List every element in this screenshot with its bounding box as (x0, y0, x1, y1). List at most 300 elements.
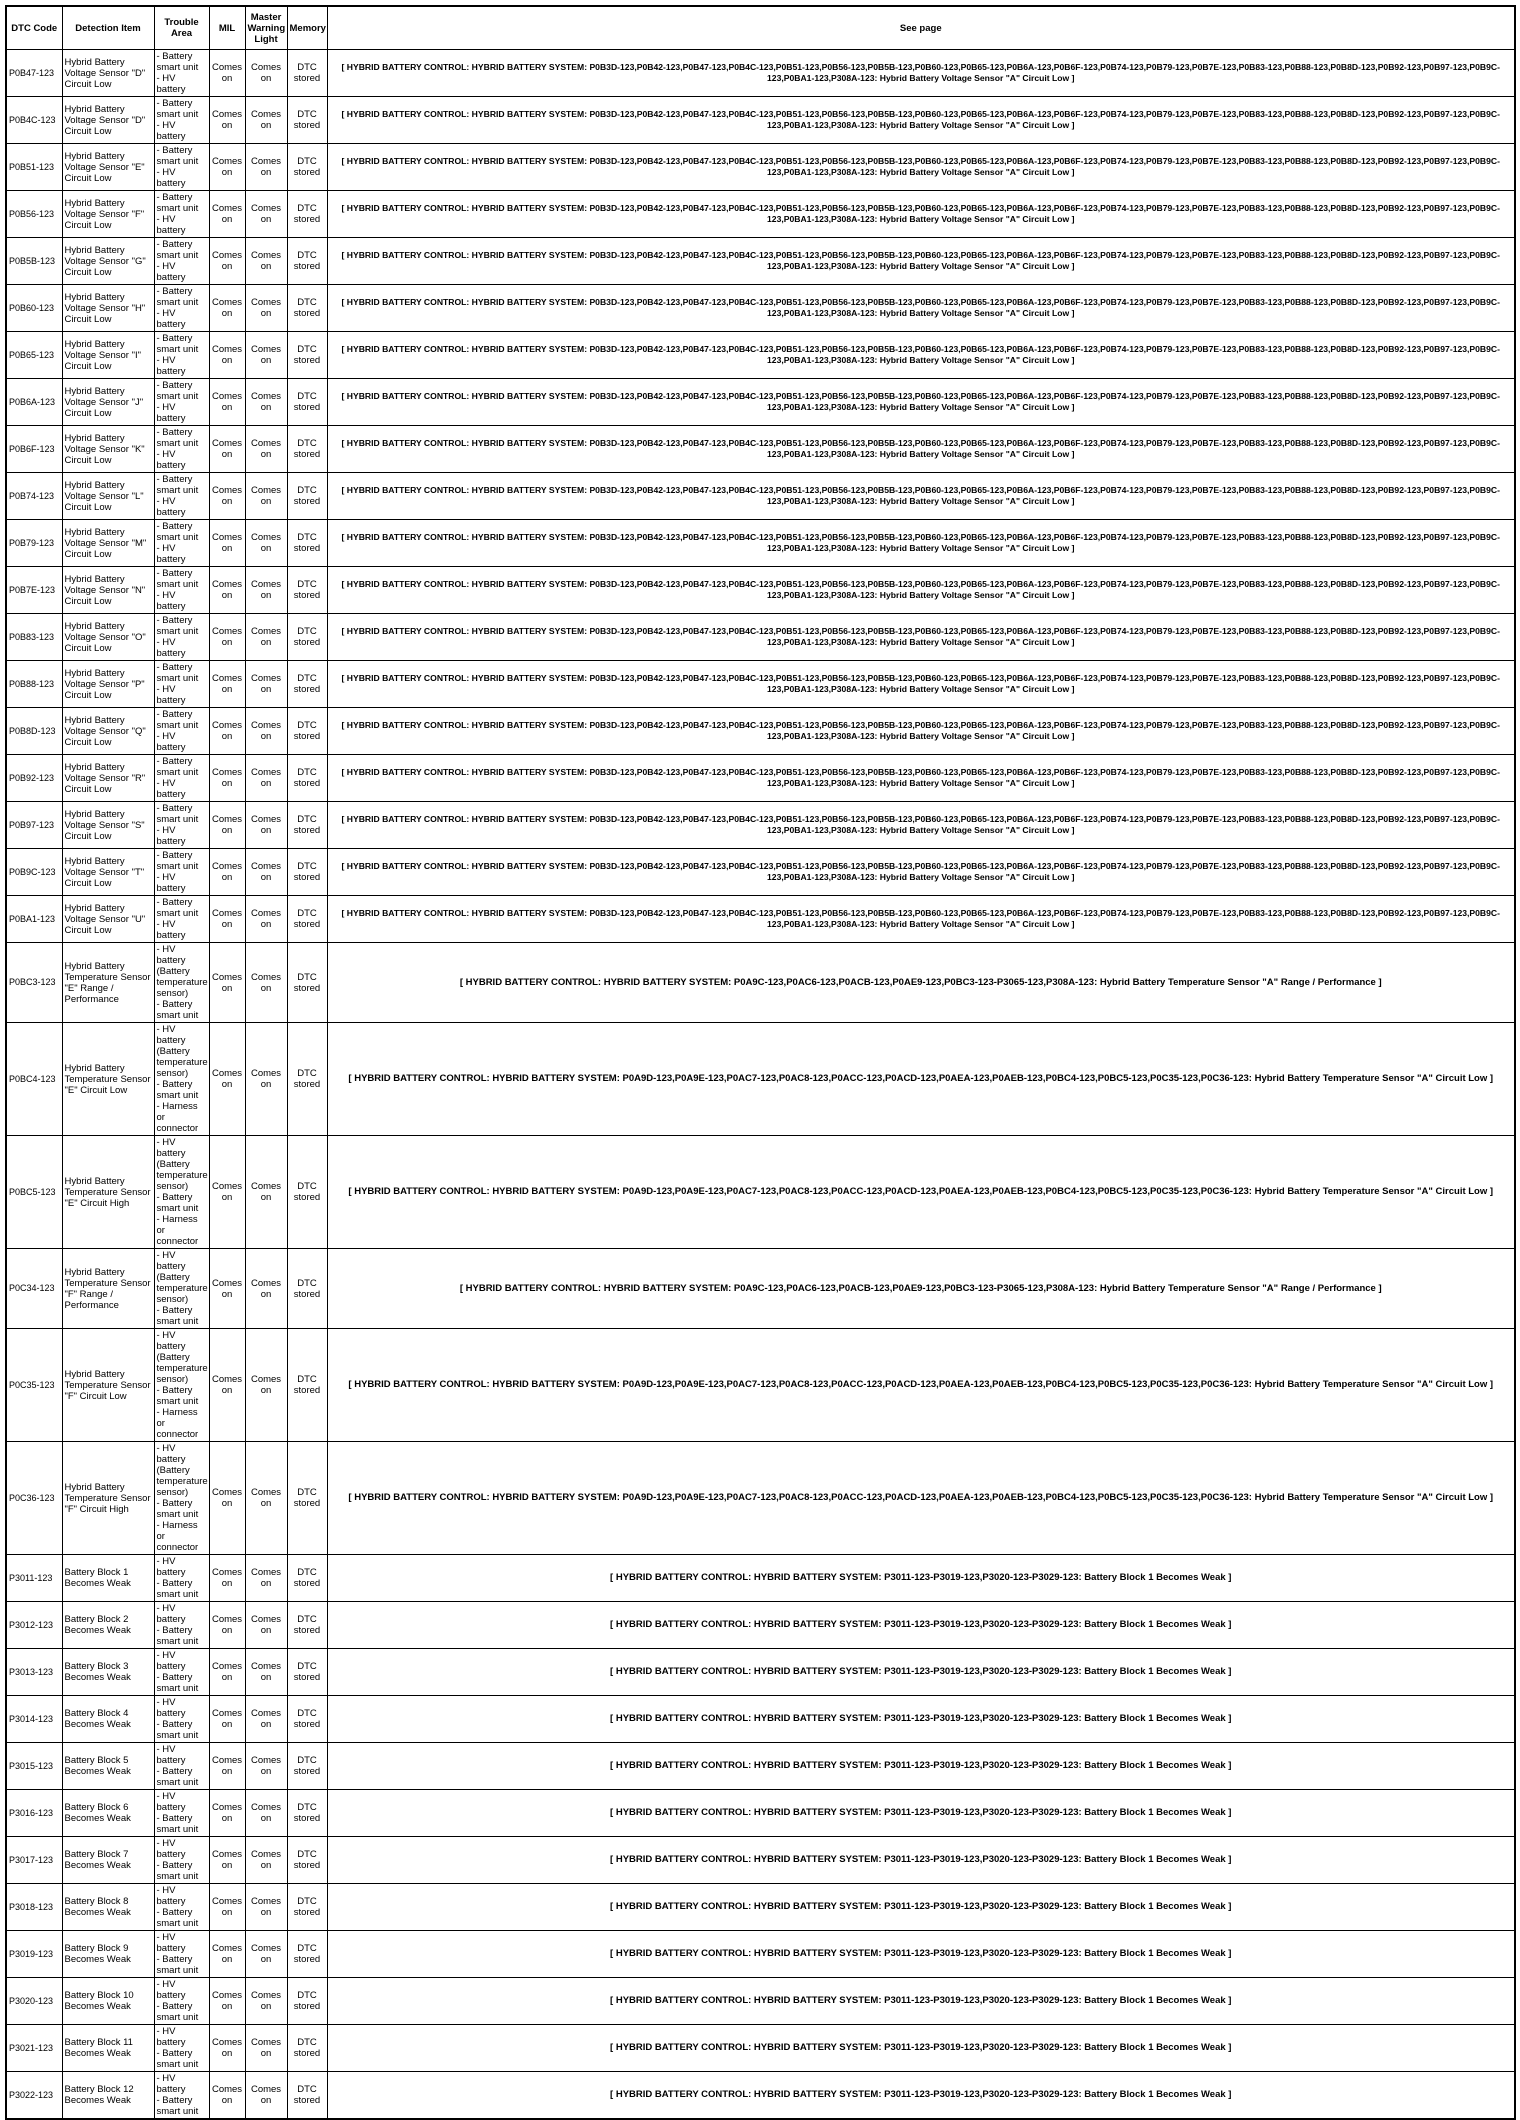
mil-cell: Comes on (209, 50, 245, 97)
see-page-cell (327, 661, 1515, 708)
memory-cell: DTC stored (287, 379, 327, 426)
trouble-area-cell: - HV battery - Battery smart unit (154, 1649, 209, 1696)
master-warning-light-cell: Comes on (245, 1136, 287, 1249)
memory-cell: DTC stored (287, 50, 327, 97)
memory-cell: DTC stored (287, 426, 327, 473)
master-warning-light-cell: Comes on (245, 285, 287, 332)
detection-item-cell: Battery Block 6 Becomes Weak (62, 1790, 154, 1837)
see-page-cell (327, 379, 1515, 426)
detection-item-cell: Hybrid Battery Voltage Sensor "H" Circuit Low (62, 285, 154, 332)
table-row (6, 97, 1515, 144)
dtc-code-cell: P0B74-123 (6, 473, 62, 520)
dtc-code-cell: P3019-123 (6, 1931, 62, 1978)
see-page-cell (327, 285, 1515, 332)
table-row (6, 896, 1515, 943)
mil-cell: Comes on (209, 708, 245, 755)
detection-item-cell: Hybrid Battery Voltage Sensor "F" Circuit Low (62, 191, 154, 238)
see-page-cell (327, 1696, 1515, 1743)
table-row (6, 1023, 1515, 1136)
see-page-link[interactable]: [ HYBRID BATTERY CONTROL: HYBRID BATTERY SYSTEM: P0B3D-123,P0B42-123,P0B47-123,P0B4C-123,P0B51-123,P0B56-123,P0B5B-123,P0B60-123,P0B65-123,P0B6A-123,P0B6F-123,P0B74-123,P0B79-123,P0B7E-123,P0B83-123,P0B88-123,P0B8D-123,P0B92-123,P0B97-123,P0B9C-123,P0BA1-123,P308A-123: Hybrid Battery Voltage Sensor "A" Circuit Low ] (341, 437, 1500, 459)
detection-item-cell: Battery Block 3 Becomes Weak (62, 1649, 154, 1696)
trouble-area-cell: - Battery smart unit - HV battery (154, 708, 209, 755)
trouble-area-cell: - Battery smart unit - HV battery (154, 567, 209, 614)
master-warning-light-cell: Comes on (245, 332, 287, 379)
master-warning-light-cell: Comes on (245, 708, 287, 755)
trouble-area-cell: - Battery smart unit - HV battery (154, 97, 209, 144)
detection-item-cell: Battery Block 2 Becomes Weak (62, 1602, 154, 1649)
see-page-cell (327, 567, 1515, 614)
master-warning-light-cell: Comes on (245, 755, 287, 802)
see-page-cell (327, 1442, 1515, 1555)
see-page-link[interactable]: [ HYBRID BATTERY CONTROL: HYBRID BATTERY SYSTEM: P0B3D-123,P0B42-123,P0B47-123,P0B4C-123,P0B51-123,P0B56-123,P0B5B-123,P0B60-123,P0B65-123,P0B6A-123,P0B6F-123,P0B74-123,P0B79-123,P0B7E-123,P0B83-123,P0B88-123,P0B8D-123,P0B92-123,P0B97-123,P0B9C-123,P0BA1-123,P308A-123: Hybrid Battery Voltage Sensor "A" Circuit Low ] (341, 484, 1500, 506)
see-page-cell (327, 755, 1515, 802)
see-page-cell (327, 943, 1515, 1023)
dtc-code-cell: P3015-123 (6, 1743, 62, 1790)
see-page-link[interactable]: [ HYBRID BATTERY CONTROL: HYBRID BATTERY SYSTEM: P3011-123-P3019-123,P3020-123-P3029-123: Battery Block 1 Becomes Weak ] (610, 1948, 1232, 1960)
detection-item-cell: Hybrid Battery Voltage Sensor "G" Circuit Low (62, 238, 154, 285)
dtc-code-cell: P0B51-123 (6, 144, 62, 191)
see-page-cell (327, 1931, 1515, 1978)
trouble-area-cell: - HV battery - Battery smart unit (154, 1837, 209, 1884)
dtc-document (5, 5, 1514, 2120)
see-page-cell (327, 1555, 1515, 1602)
trouble-area-cell: - Battery smart unit - HV battery (154, 520, 209, 567)
mil-cell: Comes on (209, 802, 245, 849)
mil-cell: Comes on (209, 1555, 245, 1602)
table-row (6, 1931, 1515, 1978)
see-page-link[interactable]: [ HYBRID BATTERY CONTROL: HYBRID BATTERY SYSTEM: P0B3D-123,P0B42-123,P0B47-123,P0B4C-123,P0B51-123,P0B56-123,P0B5B-123,P0B60-123,P0B65-123,P0B6A-123,P0B6F-123,P0B74-123,P0B79-123,P0B7E-123,P0B83-123,P0B88-123,P0B8D-123,P0B92-123,P0B97-123,P0B9C-123,P0BA1-123,P308A-123: Hybrid Battery Voltage Sensor "A" Circuit Low ] (341, 907, 1500, 929)
see-page-link[interactable]: [ HYBRID BATTERY CONTROL: HYBRID BATTERY SYSTEM: P0A9D-123,P0A9E-123,P0AC7-123,P0AC8-123,P0ACC-123,P0ACD-123,P0AEA-123,P0AEB-123,P0BC4-123,P0BC5-123,P0C35-123,P0C36-123: Hybrid Battery Temperature Sensor "A" Circuit Low ] (348, 1186, 1494, 1198)
detection-item-cell: Battery Block 7 Becomes Weak (62, 1837, 154, 1884)
master-warning-light-cell: Comes on (245, 144, 287, 191)
mil-cell: Comes on (209, 614, 245, 661)
see-page-link[interactable]: [ HYBRID BATTERY CONTROL: HYBRID BATTERY SYSTEM: P0B3D-123,P0B42-123,P0B47-123,P0B4C-123,P0B51-123,P0B56-123,P0B5B-123,P0B60-123,P0B65-123,P0B6A-123,P0B6F-123,P0B74-123,P0B79-123,P0B7E-123,P0B83-123,P0B88-123,P0B8D-123,P0B92-123,P0B97-123,P0B9C-123,P0BA1-123,P308A-123: Hybrid Battery Voltage Sensor "A" Circuit Low ] (341, 390, 1500, 412)
trouble-area-cell: - HV battery (Battery temperature sensor) - Battery smart unit - Harness or connector (154, 1442, 209, 1555)
dtc-code-cell: P0B4C-123 (6, 97, 62, 144)
memory-cell: DTC stored (287, 285, 327, 332)
table-row (6, 708, 1515, 755)
detection-item-cell: Hybrid Battery Voltage Sensor "D" Circuit Low (62, 50, 154, 97)
mil-cell: Comes on (209, 661, 245, 708)
table-row (6, 802, 1515, 849)
see-page-cell (327, 2025, 1515, 2072)
memory-cell: DTC stored (287, 567, 327, 614)
trouble-area-cell: - Battery smart unit - HV battery (154, 238, 209, 285)
header-mil: MIL (209, 6, 245, 50)
table-row (6, 1136, 1515, 1249)
trouble-area-cell: - Battery smart unit - HV battery (154, 144, 209, 191)
dtc-code-cell: P0BC5-123 (6, 1136, 62, 1249)
dtc-code-cell: P0B6A-123 (6, 379, 62, 426)
dtc-code-cell: P0B97-123 (6, 802, 62, 849)
table-row (6, 1696, 1515, 1743)
mil-cell: Comes on (209, 332, 245, 379)
detection-item-cell: Battery Block 10 Becomes Weak (62, 1978, 154, 2025)
memory-cell: DTC stored (287, 1329, 327, 1442)
trouble-area-cell: - Battery smart unit - HV battery (154, 802, 209, 849)
master-warning-light-cell: Comes on (245, 50, 287, 97)
master-warning-light-cell: Comes on (245, 614, 287, 661)
mil-cell: Comes on (209, 2025, 245, 2072)
see-page-cell (327, 2072, 1515, 2120)
trouble-area-cell: - Battery smart unit - HV battery (154, 191, 209, 238)
see-page-link[interactable]: [ HYBRID BATTERY CONTROL: HYBRID BATTERY SYSTEM: P0B3D-123,P0B42-123,P0B47-123,P0B4C-123,P0B51-123,P0B56-123,P0B5B-123,P0B60-123,P0B65-123,P0B6A-123,P0B6F-123,P0B74-123,P0B79-123,P0B7E-123,P0B83-123,P0B88-123,P0B8D-123,P0B92-123,P0B97-123,P0B9C-123,P0BA1-123,P308A-123: Hybrid Battery Voltage Sensor "A" Circuit Low ] (341, 249, 1500, 271)
dtc-code-cell: P0B9C-123 (6, 849, 62, 896)
see-page-link[interactable]: [ HYBRID BATTERY CONTROL: HYBRID BATTERY SYSTEM: P3011-123-P3019-123,P3020-123-P3029-123: Battery Block 1 Becomes Weak ] (610, 1807, 1232, 1819)
master-warning-light-cell: Comes on (245, 896, 287, 943)
trouble-area-cell: - Battery smart unit - HV battery (154, 50, 209, 97)
trouble-area-cell: - Battery smart unit - HV battery (154, 473, 209, 520)
master-warning-light-cell: Comes on (245, 849, 287, 896)
trouble-area-cell: - Battery smart unit - HV battery (154, 661, 209, 708)
mil-cell: Comes on (209, 1696, 245, 1743)
detection-item-cell: Hybrid Battery Voltage Sensor "L" Circuit Low (62, 473, 154, 520)
dtc-code-cell: P0B47-123 (6, 50, 62, 97)
see-page-cell (327, 1743, 1515, 1790)
see-page-link[interactable]: [ HYBRID BATTERY CONTROL: HYBRID BATTERY SYSTEM: P3011-123-P3019-123,P3020-123-P3029-123: Battery Block 1 Becomes Weak ] (610, 1666, 1232, 1678)
see-page-link[interactable]: [ HYBRID BATTERY CONTROL: HYBRID BATTERY SYSTEM: P0B3D-123,P0B42-123,P0B47-123,P0B4C-123,P0B51-123,P0B56-123,P0B5B-123,P0B60-123,P0B65-123,P0B6A-123,P0B6F-123,P0B74-123,P0B79-123,P0B7E-123,P0B83-123,P0B88-123,P0B8D-123,P0B92-123,P0B97-123,P0B9C-123,P0BA1-123,P308A-123: Hybrid Battery Voltage Sensor "A" Circuit Low ] (341, 766, 1500, 788)
see-page-link[interactable]: [ HYBRID BATTERY CONTROL: HYBRID BATTERY SYSTEM: P0A9C-123,P0AC6-123,P0ACB-123,P0AE9-123,P0BC3-123-P3065-123,P308A-123: Hybrid Battery Temperature Sensor "A" Range / Performance ] (459, 976, 1382, 988)
trouble-area-cell: - HV battery - Battery smart unit (154, 1931, 209, 1978)
mil-cell: Comes on (209, 1602, 245, 1649)
mil-cell: Comes on (209, 97, 245, 144)
master-warning-light-cell: Comes on (245, 520, 287, 567)
mil-cell: Comes on (209, 379, 245, 426)
table-row (6, 191, 1515, 238)
see-page-cell (327, 332, 1515, 379)
detection-item-cell: Battery Block 9 Becomes Weak (62, 1931, 154, 1978)
memory-cell: DTC stored (287, 1743, 327, 1790)
mil-cell: Comes on (209, 191, 245, 238)
see-page-link[interactable]: [ HYBRID BATTERY CONTROL: HYBRID BATTERY SYSTEM: P0B3D-123,P0B42-123,P0B47-123,P0B4C-123,P0B51-123,P0B56-123,P0B5B-123,P0B60-123,P0B65-123,P0B6A-123,P0B6F-123,P0B74-123,P0B79-123,P0B7E-123,P0B83-123,P0B88-123,P0B8D-123,P0B92-123,P0B97-123,P0B9C-123,P0BA1-123,P308A-123: Hybrid Battery Voltage Sensor "A" Circuit Low ] (341, 719, 1500, 741)
see-page-link[interactable]: [ HYBRID BATTERY CONTROL: HYBRID BATTERY SYSTEM: P0B3D-123,P0B42-123,P0B47-123,P0B4C-123,P0B51-123,P0B56-123,P0B5B-123,P0B60-123,P0B65-123,P0B6A-123,P0B6F-123,P0B74-123,P0B79-123,P0B7E-123,P0B83-123,P0B88-123,P0B8D-123,P0B92-123,P0B97-123,P0B9C-123,P0BA1-123,P308A-123: Hybrid Battery Voltage Sensor "A" Circuit Low ] (341, 155, 1500, 177)
see-page-link[interactable]: [ HYBRID BATTERY CONTROL: HYBRID BATTERY SYSTEM: P0A9D-123,P0A9E-123,P0AC7-123,P0AC8-123,P0ACC-123,P0ACD-123,P0AEA-123,P0AEB-123,P0BC4-123,P0BC5-123,P0C35-123,P0C36-123: Hybrid Battery Temperature Sensor "A" Circuit Low ] (348, 1492, 1494, 1504)
see-page-link[interactable]: [ HYBRID BATTERY CONTROL: HYBRID BATTERY SYSTEM: P0B3D-123,P0B42-123,P0B47-123,P0B4C-123,P0B51-123,P0B56-123,P0B5B-123,P0B60-123,P0B65-123,P0B6A-123,P0B6F-123,P0B74-123,P0B79-123,P0B7E-123,P0B83-123,P0B88-123,P0B8D-123,P0B92-123,P0B97-123,P0B9C-123,P0BA1-123,P308A-123: Hybrid Battery Voltage Sensor "A" Circuit Low ] (341, 296, 1500, 318)
dtc-code-cell: P0C34-123 (6, 1249, 62, 1329)
trouble-area-cell: - Battery smart unit - HV battery (154, 849, 209, 896)
table-row (6, 144, 1515, 191)
see-page-cell (327, 97, 1515, 144)
master-warning-light-cell: Comes on (245, 943, 287, 1023)
table-row (6, 849, 1515, 896)
memory-cell: DTC stored (287, 1136, 327, 1249)
memory-cell: DTC stored (287, 755, 327, 802)
master-warning-light-cell: Comes on (245, 379, 287, 426)
see-page-cell (327, 802, 1515, 849)
memory-cell: DTC stored (287, 332, 327, 379)
memory-cell: DTC stored (287, 661, 327, 708)
see-page-link[interactable]: [ HYBRID BATTERY CONTROL: HYBRID BATTERY SYSTEM: P3011-123-P3019-123,P3020-123-P3029-123: Battery Block 1 Becomes Weak ] (610, 1854, 1232, 1866)
table-row (6, 473, 1515, 520)
master-warning-light-cell: Comes on (245, 661, 287, 708)
dtc-code-cell: P0BC3-123 (6, 943, 62, 1023)
detection-item-cell: Hybrid Battery Temperature Sensor "E" Range / Performance (62, 943, 154, 1023)
master-warning-light-cell: Comes on (245, 191, 287, 238)
see-page-cell (327, 1023, 1515, 1136)
mil-cell: Comes on (209, 1023, 245, 1136)
master-warning-light-cell: Comes on (245, 802, 287, 849)
detection-item-cell: Hybrid Battery Temperature Sensor "F" Circuit High (62, 1442, 154, 1555)
master-warning-light-cell: Comes on (245, 426, 287, 473)
trouble-area-cell: - Battery smart unit - HV battery (154, 755, 209, 802)
mil-cell: Comes on (209, 1442, 245, 1555)
master-warning-light-cell: Comes on (245, 473, 287, 520)
trouble-area-cell: - HV battery (Battery temperature sensor) - Battery smart unit - Harness or connector (154, 1329, 209, 1442)
detection-item-cell: Hybrid Battery Voltage Sensor "M" Circuit Low (62, 520, 154, 567)
see-page-link[interactable]: [ HYBRID BATTERY CONTROL: HYBRID BATTERY SYSTEM: P0B3D-123,P0B42-123,P0B47-123,P0B4C-123,P0B51-123,P0B56-123,P0B5B-123,P0B60-123,P0B65-123,P0B6A-123,P0B6F-123,P0B74-123,P0B79-123,P0B7E-123,P0B83-123,P0B88-123,P0B8D-123,P0B92-123,P0B97-123,P0B9C-123,P0BA1-123,P308A-123: Hybrid Battery Voltage Sensor "A" Circuit Low ] (341, 860, 1500, 882)
trouble-area-cell: - HV battery - Battery smart unit (154, 1743, 209, 1790)
detection-item-cell: Battery Block 5 Becomes Weak (62, 1743, 154, 1790)
mil-cell: Comes on (209, 567, 245, 614)
detection-item-cell: Battery Block 1 Becomes Weak (62, 1555, 154, 1602)
table-row (6, 50, 1515, 97)
see-page-cell (327, 191, 1515, 238)
memory-cell: DTC stored (287, 802, 327, 849)
header-detection-item: Detection Item (62, 6, 154, 50)
dtc-code-cell: P3011-123 (6, 1555, 62, 1602)
see-page-link[interactable]: [ HYBRID BATTERY CONTROL: HYBRID BATTERY SYSTEM: P0B3D-123,P0B42-123,P0B47-123,P0B4C-123,P0B51-123,P0B56-123,P0B5B-123,P0B60-123,P0B65-123,P0B6A-123,P0B6F-123,P0B74-123,P0B79-123,P0B7E-123,P0B83-123,P0B88-123,P0B8D-123,P0B92-123,P0B97-123,P0B9C-123,P0BA1-123,P308A-123: Hybrid Battery Voltage Sensor "A" Circuit Low ] (341, 108, 1500, 130)
detection-item-cell: Hybrid Battery Temperature Sensor "E" Circuit Low (62, 1023, 154, 1136)
table-row (6, 943, 1515, 1023)
table-row (6, 285, 1515, 332)
mil-cell: Comes on (209, 238, 245, 285)
dtc-code-cell: P0B7E-123 (6, 567, 62, 614)
dtc-code-cell: P3020-123 (6, 1978, 62, 2025)
memory-cell: DTC stored (287, 1602, 327, 1649)
memory-cell: DTC stored (287, 191, 327, 238)
dtc-code-cell: P0C35-123 (6, 1329, 62, 1442)
master-warning-light-cell: Comes on (245, 97, 287, 144)
table-row (6, 1978, 1515, 2025)
dtc-code-cell: P0BC4-123 (6, 1023, 62, 1136)
see-page-cell (327, 50, 1515, 97)
trouble-area-cell: - HV battery - Battery smart unit (154, 2072, 209, 2120)
see-page-link[interactable]: [ HYBRID BATTERY CONTROL: HYBRID BATTERY SYSTEM: P3011-123-P3019-123,P3020-123-P3029-123: Battery Block 1 Becomes Weak ] (610, 1572, 1232, 1584)
see-page-cell (327, 1649, 1515, 1696)
see-page-link[interactable]: [ HYBRID BATTERY CONTROL: HYBRID BATTERY SYSTEM: P0B3D-123,P0B42-123,P0B47-123,P0B4C-123,P0B51-123,P0B56-123,P0B5B-123,P0B60-123,P0B65-123,P0B6A-123,P0B6F-123,P0B74-123,P0B79-123,P0B7E-123,P0B83-123,P0B88-123,P0B8D-123,P0B92-123,P0B97-123,P0B9C-123,P0BA1-123,P308A-123: Hybrid Battery Voltage Sensor "A" Circuit Low ] (341, 578, 1500, 600)
detection-item-cell: Hybrid Battery Temperature Sensor "E" Circuit High (62, 1136, 154, 1249)
master-warning-light-cell: Comes on (245, 1649, 287, 1696)
mil-cell: Comes on (209, 755, 245, 802)
see-page-link[interactable]: [ HYBRID BATTERY CONTROL: HYBRID BATTERY SYSTEM: P0B3D-123,P0B42-123,P0B47-123,P0B4C-123,P0B51-123,P0B56-123,P0B5B-123,P0B60-123,P0B65-123,P0B6A-123,P0B6F-123,P0B74-123,P0B79-123,P0B7E-123,P0B83-123,P0B88-123,P0B8D-123,P0B92-123,P0B97-123,P0B9C-123,P0BA1-123,P308A-123: Hybrid Battery Voltage Sensor "A" Circuit Low ] (341, 61, 1500, 83)
table-row (6, 1790, 1515, 1837)
mil-cell: Comes on (209, 1649, 245, 1696)
memory-cell: DTC stored (287, 1023, 327, 1136)
see-page-link[interactable]: [ HYBRID BATTERY CONTROL: HYBRID BATTERY SYSTEM: P0A9C-123,P0AC6-123,P0ACB-123,P0AE9-123,P0BC3-123-P3065-123,P308A-123: Hybrid Battery Temperature Sensor "A" Range / Performance ] (459, 1282, 1382, 1294)
table-row (6, 1442, 1515, 1555)
memory-cell: DTC stored (287, 614, 327, 661)
see-page-link[interactable]: [ HYBRID BATTERY CONTROL: HYBRID BATTERY SYSTEM: P0A9D-123,P0A9E-123,P0AC7-123,P0AC8-123,P0ACC-123,P0ACD-123,P0AEA-123,P0AEB-123,P0BC4-123,P0BC5-123,P0C35-123,P0C36-123: Hybrid Battery Temperature Sensor "A" Circuit Low ] (348, 1379, 1494, 1391)
trouble-area-cell: - HV battery (Battery temperature sensor) - Battery smart unit - Harness or connector (154, 1136, 209, 1249)
see-page-cell (327, 849, 1515, 896)
see-page-cell (327, 1329, 1515, 1442)
see-page-link[interactable]: [ HYBRID BATTERY CONTROL: HYBRID BATTERY SYSTEM: P3011-123-P3019-123,P3020-123-P3029-123: Battery Block 1 Becomes Weak ] (610, 1760, 1232, 1772)
see-page-cell (327, 144, 1515, 191)
table-row (6, 238, 1515, 285)
see-page-cell (327, 708, 1515, 755)
table-row (6, 1837, 1515, 1884)
master-warning-light-cell: Comes on (245, 1931, 287, 1978)
mil-cell: Comes on (209, 1743, 245, 1790)
trouble-area-cell: - HV battery (Battery temperature sensor) - Battery smart unit (154, 1249, 209, 1329)
see-page-link[interactable]: [ HYBRID BATTERY CONTROL: HYBRID BATTERY SYSTEM: P3011-123-P3019-123,P3020-123-P3029-123: Battery Block 1 Becomes Weak ] (610, 1619, 1232, 1631)
mil-cell: Comes on (209, 896, 245, 943)
trouble-area-cell: - HV battery - Battery smart unit (154, 1602, 209, 1649)
see-page-cell (327, 426, 1515, 473)
master-warning-light-cell: Comes on (245, 1884, 287, 1931)
memory-cell: DTC stored (287, 520, 327, 567)
see-page-link[interactable]: [ HYBRID BATTERY CONTROL: HYBRID BATTERY SYSTEM: P0B3D-123,P0B42-123,P0B47-123,P0B4C-123,P0B51-123,P0B56-123,P0B5B-123,P0B60-123,P0B65-123,P0B6A-123,P0B6F-123,P0B74-123,P0B79-123,P0B7E-123,P0B83-123,P0B88-123,P0B8D-123,P0B92-123,P0B97-123,P0B9C-123,P0BA1-123,P308A-123: Hybrid Battery Voltage Sensor "A" Circuit Low ] (341, 343, 1500, 365)
master-warning-light-cell: Comes on (245, 1743, 287, 1790)
memory-cell: DTC stored (287, 1837, 327, 1884)
dtc-code-cell: P3014-123 (6, 1696, 62, 1743)
detection-item-cell: Hybrid Battery Voltage Sensor "Q" Circuit Low (62, 708, 154, 755)
mil-cell: Comes on (209, 144, 245, 191)
see-page-link[interactable]: [ HYBRID BATTERY CONTROL: HYBRID BATTERY SYSTEM: P3011-123-P3019-123,P3020-123-P3029-123: Battery Block 1 Becomes Weak ] (610, 1901, 1232, 1913)
header-master-warning-light: Master Warning Light (245, 6, 287, 50)
table-row (6, 426, 1515, 473)
table-row (6, 755, 1515, 802)
mil-cell: Comes on (209, 520, 245, 567)
memory-cell: DTC stored (287, 238, 327, 285)
table-row (6, 1555, 1515, 1602)
master-warning-light-cell: Comes on (245, 1249, 287, 1329)
detection-item-cell: Hybrid Battery Voltage Sensor "R" Circuit Low (62, 755, 154, 802)
mil-cell: Comes on (209, 849, 245, 896)
table-row (6, 1249, 1515, 1329)
dtc-code-cell: P0B88-123 (6, 661, 62, 708)
trouble-area-cell: - Battery smart unit - HV battery (154, 614, 209, 661)
mil-cell: Comes on (209, 1884, 245, 1931)
dtc-code-cell: P0B83-123 (6, 614, 62, 661)
trouble-area-cell: - HV battery - Battery smart unit (154, 1790, 209, 1837)
table-row (6, 1329, 1515, 1442)
dtc-table (5, 5, 1516, 2120)
trouble-area-cell: - HV battery (Battery temperature sensor) - Battery smart unit (154, 943, 209, 1023)
trouble-area-cell: - HV battery - Battery smart unit (154, 1978, 209, 2025)
detection-item-cell: Battery Block 4 Becomes Weak (62, 1696, 154, 1743)
dtc-code-cell: P3017-123 (6, 1837, 62, 1884)
mil-cell: Comes on (209, 1249, 245, 1329)
table-row (6, 661, 1515, 708)
memory-cell: DTC stored (287, 2025, 327, 2072)
dtc-code-cell: P3012-123 (6, 1602, 62, 1649)
memory-cell: DTC stored (287, 708, 327, 755)
mil-cell: Comes on (209, 426, 245, 473)
memory-cell: DTC stored (287, 896, 327, 943)
detection-item-cell: Battery Block 8 Becomes Weak (62, 1884, 154, 1931)
table-row (6, 379, 1515, 426)
mil-cell: Comes on (209, 1931, 245, 1978)
trouble-area-cell: - HV battery - Battery smart unit (154, 1555, 209, 1602)
trouble-area-cell: - Battery smart unit - HV battery (154, 379, 209, 426)
mil-cell: Comes on (209, 473, 245, 520)
memory-cell: DTC stored (287, 2072, 327, 2120)
header-see-page: See page (327, 6, 1515, 50)
mil-cell: Comes on (209, 1329, 245, 1442)
see-page-link[interactable]: [ HYBRID BATTERY CONTROL: HYBRID BATTERY SYSTEM: P3011-123-P3019-123,P3020-123-P3029-123: Battery Block 1 Becomes Weak ] (610, 2089, 1232, 2101)
master-warning-light-cell: Comes on (245, 1023, 287, 1136)
dtc-code-cell: P0B5B-123 (6, 238, 62, 285)
detection-item-cell: Hybrid Battery Voltage Sensor "O" Circuit Low (62, 614, 154, 661)
trouble-area-cell: - HV battery - Battery smart unit (154, 1696, 209, 1743)
see-page-cell (327, 238, 1515, 285)
see-page-link[interactable]: [ HYBRID BATTERY CONTROL: HYBRID BATTERY SYSTEM: P0B3D-123,P0B42-123,P0B47-123,P0B4C-123,P0B51-123,P0B56-123,P0B5B-123,P0B60-123,P0B65-123,P0B6A-123,P0B6F-123,P0B74-123,P0B79-123,P0B7E-123,P0B83-123,P0B88-123,P0B8D-123,P0B92-123,P0B97-123,P0B9C-123,P0BA1-123,P308A-123: Hybrid Battery Voltage Sensor "A" Circuit Low ] (341, 202, 1500, 224)
see-page-link[interactable]: [ HYBRID BATTERY CONTROL: HYBRID BATTERY SYSTEM: P0B3D-123,P0B42-123,P0B47-123,P0B4C-123,P0B51-123,P0B56-123,P0B5B-123,P0B60-123,P0B65-123,P0B6A-123,P0B6F-123,P0B74-123,P0B79-123,P0B7E-123,P0B83-123,P0B88-123,P0B8D-123,P0B92-123,P0B97-123,P0B9C-123,P0BA1-123,P308A-123: Hybrid Battery Voltage Sensor "A" Circuit Low ] (341, 625, 1500, 647)
header-memory: Memory (287, 6, 327, 50)
mil-cell: Comes on (209, 285, 245, 332)
dtc-code-cell: P0B65-123 (6, 332, 62, 379)
see-page-cell (327, 1602, 1515, 1649)
table-row (6, 520, 1515, 567)
detection-item-cell: Hybrid Battery Voltage Sensor "K" Circuit Low (62, 426, 154, 473)
trouble-area-cell: - Battery smart unit - HV battery (154, 426, 209, 473)
memory-cell: DTC stored (287, 97, 327, 144)
mil-cell: Comes on (209, 1790, 245, 1837)
trouble-area-cell: - Battery smart unit - HV battery (154, 896, 209, 943)
detection-item-cell: Hybrid Battery Voltage Sensor "P" Circuit Low (62, 661, 154, 708)
memory-cell: DTC stored (287, 849, 327, 896)
dtc-code-cell: P0B92-123 (6, 755, 62, 802)
memory-cell: DTC stored (287, 1978, 327, 2025)
see-page-cell (327, 614, 1515, 661)
detection-item-cell: Hybrid Battery Voltage Sensor "J" Circuit Low (62, 379, 154, 426)
master-warning-light-cell: Comes on (245, 1696, 287, 1743)
memory-cell: DTC stored (287, 1649, 327, 1696)
table-row (6, 1743, 1515, 1790)
memory-cell: DTC stored (287, 473, 327, 520)
dtc-code-cell: P0B8D-123 (6, 708, 62, 755)
dtc-code-cell: P3022-123 (6, 2072, 62, 2120)
table-row (6, 1602, 1515, 1649)
master-warning-light-cell: Comes on (245, 1555, 287, 1602)
master-warning-light-cell: Comes on (245, 567, 287, 614)
see-page-link[interactable]: [ HYBRID BATTERY CONTROL: HYBRID BATTERY SYSTEM: P0B3D-123,P0B42-123,P0B47-123,P0B4C-123,P0B51-123,P0B56-123,P0B5B-123,P0B60-123,P0B65-123,P0B6A-123,P0B6F-123,P0B74-123,P0B79-123,P0B7E-123,P0B83-123,P0B88-123,P0B8D-123,P0B92-123,P0B97-123,P0B9C-123,P0BA1-123,P308A-123: Hybrid Battery Voltage Sensor "A" Circuit Low ] (341, 672, 1500, 694)
trouble-area-cell: - HV battery (Battery temperature sensor) - Battery smart unit - Harness or connector (154, 1023, 209, 1136)
table-row (6, 567, 1515, 614)
see-page-link[interactable]: [ HYBRID BATTERY CONTROL: HYBRID BATTERY SYSTEM: P3011-123-P3019-123,P3020-123-P3029-123: Battery Block 1 Becomes Weak ] (610, 1995, 1232, 2007)
detection-item-cell: Battery Block 11 Becomes Weak (62, 2025, 154, 2072)
see-page-cell (327, 520, 1515, 567)
table-row (6, 1884, 1515, 1931)
memory-cell: DTC stored (287, 1249, 327, 1329)
detection-item-cell: Hybrid Battery Voltage Sensor "U" Circuit Low (62, 896, 154, 943)
table-row (6, 1649, 1515, 1696)
detection-item-cell: Hybrid Battery Voltage Sensor "E" Circuit Low (62, 144, 154, 191)
memory-cell: DTC stored (287, 1931, 327, 1978)
trouble-area-cell: - HV battery - Battery smart unit (154, 2025, 209, 2072)
detection-item-cell: Hybrid Battery Temperature Sensor "F" Range / Performance (62, 1249, 154, 1329)
see-page-link[interactable]: [ HYBRID BATTERY CONTROL: HYBRID BATTERY SYSTEM: P3011-123-P3019-123,P3020-123-P3029-123: Battery Block 1 Becomes Weak ] (610, 2042, 1232, 2054)
dtc-code-cell: P3013-123 (6, 1649, 62, 1696)
see-page-link[interactable]: [ HYBRID BATTERY CONTROL: HYBRID BATTERY SYSTEM: P0B3D-123,P0B42-123,P0B47-123,P0B4C-123,P0B51-123,P0B56-123,P0B5B-123,P0B60-123,P0B65-123,P0B6A-123,P0B6F-123,P0B74-123,P0B79-123,P0B7E-123,P0B83-123,P0B88-123,P0B8D-123,P0B92-123,P0B97-123,P0B9C-123,P0BA1-123,P308A-123: Hybrid Battery Voltage Sensor "A" Circuit Low ] (341, 813, 1500, 835)
table-body (6, 50, 1515, 2120)
trouble-area-cell: - HV battery - Battery smart unit (154, 1884, 209, 1931)
dtc-code-cell: P0B56-123 (6, 191, 62, 238)
see-page-link[interactable]: [ HYBRID BATTERY CONTROL: HYBRID BATTERY SYSTEM: P0A9D-123,P0A9E-123,P0AC7-123,P0AC8-123,P0ACC-123,P0ACD-123,P0AEA-123,P0AEB-123,P0BC4-123,P0BC5-123,P0C35-123,P0C36-123: Hybrid Battery Temperature Sensor "A" Circuit Low ] (348, 1073, 1494, 1085)
see-page-link[interactable]: [ HYBRID BATTERY CONTROL: HYBRID BATTERY SYSTEM: P3011-123-P3019-123,P3020-123-P3029-123: Battery Block 1 Becomes Weak ] (610, 1713, 1232, 1725)
dtc-code-cell: P0B60-123 (6, 285, 62, 332)
master-warning-light-cell: Comes on (245, 2025, 287, 2072)
header-dtc-code: DTC Code (6, 6, 62, 50)
see-page-link[interactable]: [ HYBRID BATTERY CONTROL: HYBRID BATTERY SYSTEM: P0B3D-123,P0B42-123,P0B47-123,P0B4C-123,P0B51-123,P0B56-123,P0B5B-123,P0B60-123,P0B65-123,P0B6A-123,P0B6F-123,P0B74-123,P0B79-123,P0B7E-123,P0B83-123,P0B88-123,P0B8D-123,P0B92-123,P0B97-123,P0B9C-123,P0BA1-123,P308A-123: Hybrid Battery Voltage Sensor "A" Circuit Low ] (341, 531, 1500, 553)
dtc-code-cell: P0C36-123 (6, 1442, 62, 1555)
master-warning-light-cell: Comes on (245, 1329, 287, 1442)
memory-cell: DTC stored (287, 1790, 327, 1837)
dtc-code-cell: P3016-123 (6, 1790, 62, 1837)
header-trouble-area: Trouble Area (154, 6, 209, 50)
dtc-code-cell: P0BA1-123 (6, 896, 62, 943)
